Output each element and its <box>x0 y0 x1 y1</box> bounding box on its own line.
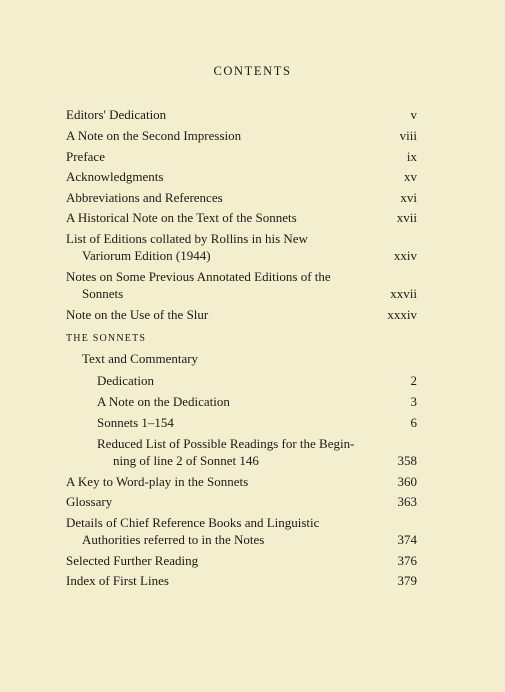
toc-entry-title: A Note on the Second Impression <box>66 128 242 143</box>
toc-entry-continuation: Sonnets <box>82 286 124 301</box>
toc-entry-title: Abbreviations and References <box>66 190 223 205</box>
toc-entry <box>66 230 308 264</box>
toc-entry <box>97 393 230 410</box>
toc-page-number: viii <box>399 128 417 143</box>
toc-entry-title: A Note on the Dedication <box>97 394 230 409</box>
toc-page-number: 376 <box>397 553 417 568</box>
toc-entry <box>66 493 112 510</box>
toc-entry <box>97 435 354 469</box>
toc-entry-title: List of Editions collated by Rollins in his New <box>66 231 308 246</box>
toc-entry <box>66 209 297 226</box>
toc-entry-continuation: Authorities referred to in the Notes <box>82 532 265 547</box>
toc-entry <box>82 350 198 367</box>
toc-entry <box>66 148 105 165</box>
toc-entry <box>66 189 223 206</box>
toc-entry-title: A Key to Word-play in the Sonnets <box>66 474 249 489</box>
toc-entry <box>66 473 248 490</box>
toc-entry <box>97 414 174 431</box>
toc-page-number: 374 <box>397 532 417 547</box>
toc-entry-title: Dedication <box>97 373 155 388</box>
toc-page-number: 360 <box>397 474 417 489</box>
toc-page-number: 379 <box>397 573 417 588</box>
toc-entry-title: Sonnets 1–154 <box>97 415 174 430</box>
toc-entry-continuation: ning of line 2 of Sonnet 146 <box>113 453 259 468</box>
toc-entry-title: Preface <box>66 149 105 164</box>
toc-page-number: xxiv <box>393 248 417 263</box>
toc-entry-title: A Historical Note on the Text of the Sonnets <box>66 210 297 225</box>
toc-entry <box>66 106 166 123</box>
toc-entry <box>97 372 154 389</box>
toc-entry <box>66 572 169 589</box>
toc-page-number: v <box>410 107 417 122</box>
toc-entry-title: Index of First Lines <box>66 573 169 588</box>
toc-entry <box>66 552 198 569</box>
toc-entry-title: Notes on Some Previous Annotated Editions of the <box>66 269 331 284</box>
toc-entry-title: Acknowledgments <box>66 169 164 184</box>
toc-page-number: 358 <box>397 453 417 468</box>
toc-entry <box>66 268 331 302</box>
toc-entry-continuation: Variorum Edition (1944) <box>82 248 211 263</box>
toc-entry-title: Details of Chief Reference Books and Linguistic <box>66 515 320 530</box>
toc-page-number: ix <box>406 149 417 164</box>
toc-entry-title: Selected Further Reading <box>66 553 199 568</box>
toc-page-number: 2 <box>410 373 417 388</box>
toc-entry-title: Editors' Dedication <box>66 107 167 122</box>
toc-entry-title: Glossary <box>66 494 113 509</box>
toc-page-number: xvi <box>400 190 417 205</box>
toc-entry <box>66 168 163 185</box>
toc-page-number: xxvii <box>390 286 417 301</box>
toc-page-number: xv <box>404 169 417 184</box>
toc-page-number: 363 <box>397 494 417 509</box>
toc-entry <box>66 127 241 144</box>
toc-page-number: 6 <box>410 415 417 430</box>
toc-entry-title: Text and Commentary <box>82 351 199 366</box>
toc-entry-title: Reduced List of Possible Readings for the Begin- <box>97 436 355 451</box>
toc-entry <box>66 514 319 548</box>
toc-page-number: xvii <box>396 210 417 225</box>
toc-page-number: xxxiv <box>387 307 417 322</box>
toc-page-number: 3 <box>410 394 417 409</box>
toc-entry <box>66 306 208 323</box>
contents-heading: CONTENTS <box>213 64 292 78</box>
section-label: THE SONNETS <box>66 333 147 344</box>
toc-entry-title: Note on the Use of the Slur <box>66 307 209 322</box>
